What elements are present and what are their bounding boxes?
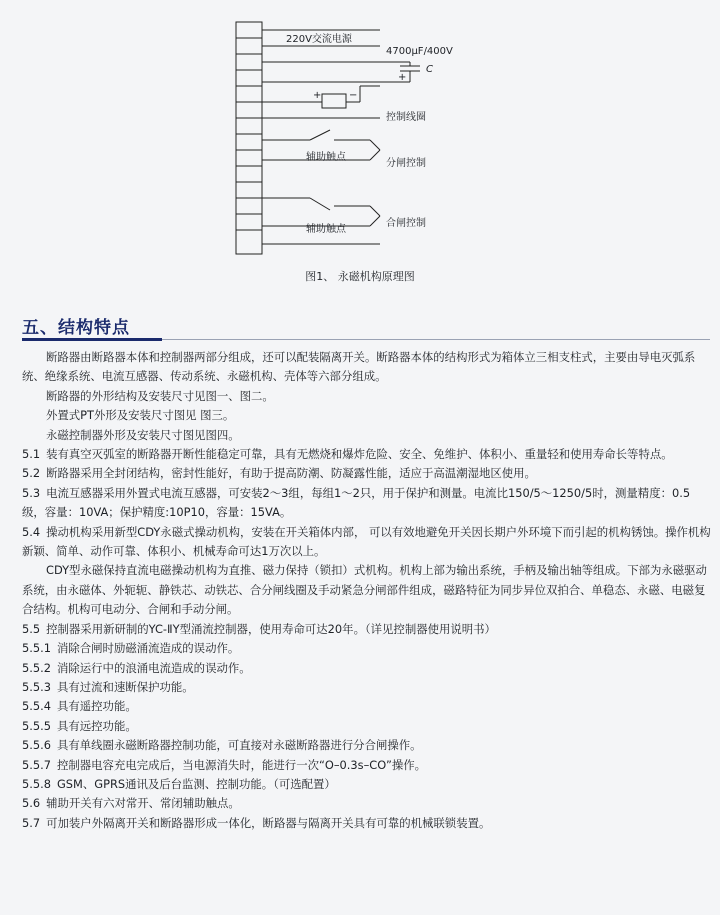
paragraph: [22, 814, 712, 833]
paragraph-text: 具有远控功能。: [56, 718, 137, 733]
paragraph-text: 可加装户外隔离开关和断路器形成一体化，断路器与隔离开关具有可靠的机械联锁装置。: [46, 815, 491, 830]
paragraph-text: 具有遥控功能。: [56, 699, 137, 714]
clause-number: 5.5.6: [22, 738, 51, 753]
paragraph: [22, 406, 712, 425]
open-control-label: 分闸控制: [386, 158, 426, 169]
coil-plus: +: [313, 90, 322, 101]
paragraph: [22, 794, 712, 813]
coil-minus: −: [349, 90, 358, 101]
paragraph-text: 装有真空灭弧室的断路器开断性能稳定可靠，具有无燃烧和爆炸危险、安全、免维护、体积小、重量轻和使用寿命长等特点。: [46, 447, 673, 462]
section-divider: [22, 339, 710, 340]
paragraph: [22, 387, 712, 406]
paragraph: [22, 464, 712, 483]
clause-number: 5.6: [22, 796, 41, 811]
paragraph: [22, 620, 712, 639]
paragraph-text: GSM、GPRS通讯及后台监测、控制功能。（可选配置）: [56, 776, 336, 791]
paragraph-text: 具有过流和速断保护功能。: [56, 679, 194, 694]
clause-number: 5.1: [22, 447, 41, 462]
paragraph-text: 操动机构采用新型CDY永磁式操动机构，安装在开关箱体内部， 可以有效地避免开关因长期户外环境下而引起的机构锈蚀。操作机构新颖、简单、动作可靠、体积小、机械寿命可达1万次以上。: [22, 524, 711, 559]
permanent-magnet-schematic: [0, 0, 720, 300]
clause-number: 5.5.4: [22, 699, 51, 714]
paragraph: [22, 348, 712, 387]
aux-contact-1-label: 辅助触点: [306, 152, 346, 163]
paragraph-text: 断路器的外形结构及安装尺寸见图一、图二。: [46, 388, 274, 403]
section-body: [22, 348, 712, 833]
clause-number: 5.4: [22, 524, 41, 539]
paragraph: [22, 523, 712, 562]
paragraph-text: 消除运行中的浪涌电流造成的误动作。: [56, 660, 251, 675]
paragraph: [22, 756, 712, 775]
paragraph-text: 断路器采用全封闭结构，密封性能好，有助于提高防潮、防凝露性能，适应于高温潮湿地区使用。: [46, 466, 536, 481]
paragraph-text: 控制器采用新研制的YC-ⅡY型涌流控制器，使用寿命可达20年。（详见控制器使用说明书）: [46, 621, 496, 636]
clause-number: 5.5.3: [22, 679, 51, 694]
clause-number: 5.5.1: [22, 641, 51, 656]
paragraph-text: CDY型永磁保持直流电磁操动机构为直推、磁力保持（锁扣）式机构。机构上部为输出系统，手柄及输出轴等组成。下部为永磁驱动系统，由永磁体、外轭轭、静铁芯、动铁芯、合分闸线圈及手动紧急分闸部件组成，磁路特征为同步异位双拍合、单稳态、永磁、电磁复合结构。机构可电动分、合闸和手动分闸。: [22, 563, 707, 617]
paragraph-text: 外置式PT外形及安装尺寸图见 图三。: [46, 408, 235, 423]
capacitor-label: 4700μF/400V: [386, 46, 453, 57]
paragraph: [22, 484, 712, 523]
paragraph: [22, 697, 712, 716]
paragraph-text: 具有单线圈永磁断路器控制功能，可直接对永磁断路器进行分合闸操作。: [56, 738, 422, 753]
clause-number: 5.3: [22, 485, 41, 500]
paragraph-text: 断路器由断路器本体和控制器两部分组成，还可以配装隔离开关。断路器本体的结构形式为箱体立三相支柱式，主要由导电灭弧系统、绝缘系统、电流互感器、传动系统、永磁机构、壳体等六部分组成。: [22, 350, 696, 384]
paragraph-text: 消除合闸时励磁涌流造成的误动作。: [56, 641, 240, 656]
paragraph-text: 电流互感器采用外置式电流互感器，可安装2～3组，每组1～2只，用于保护和测量。电流比150/5～1250/5时，测量精度：0.5级，容量：10VA；保护精度:10P10，容量：15VA。: [22, 485, 691, 520]
paragraph: [22, 736, 712, 755]
figure-caption: 图1、 永磁机构原理图: [305, 270, 415, 283]
clause-number: 5.5.8: [22, 776, 51, 791]
close-control-label: 合闸控制: [386, 218, 426, 229]
clause-number: 5.7: [22, 815, 41, 830]
clause-number: 5.5: [22, 621, 41, 636]
paragraph: [22, 775, 712, 794]
paragraph: [22, 445, 712, 464]
paragraph: [22, 659, 712, 678]
aux-contact-2-label: 辅助触点: [306, 224, 346, 235]
paragraph-text: 控制器电容充电完成后，当电源消失时，能进行一次“O–0.3s–CO”操作。: [56, 757, 427, 772]
paragraph: [22, 717, 712, 736]
section-title: 五、结构特点: [22, 318, 130, 338]
ac-power-label: 220V交流电源: [286, 34, 352, 45]
paragraph: [22, 561, 712, 619]
clause-number: 5.5.5: [22, 718, 51, 733]
coil-label: 控制线圈: [386, 112, 426, 123]
capacitor-symbol: C: [426, 64, 433, 75]
paragraph-text: 辅助开关有六对常开、常闭辅助触点。: [46, 796, 240, 811]
paragraph: [22, 678, 712, 697]
clause-number: 5.5.7: [22, 757, 51, 772]
paragraph: [22, 639, 712, 658]
paragraph-text: 永磁控制器外形及安装尺寸图见图四。: [46, 427, 240, 442]
clause-number: 5.5.2: [22, 660, 51, 675]
paragraph: [22, 426, 712, 445]
capacitor-plus: +: [398, 72, 407, 83]
clause-number: 5.2: [22, 466, 41, 481]
